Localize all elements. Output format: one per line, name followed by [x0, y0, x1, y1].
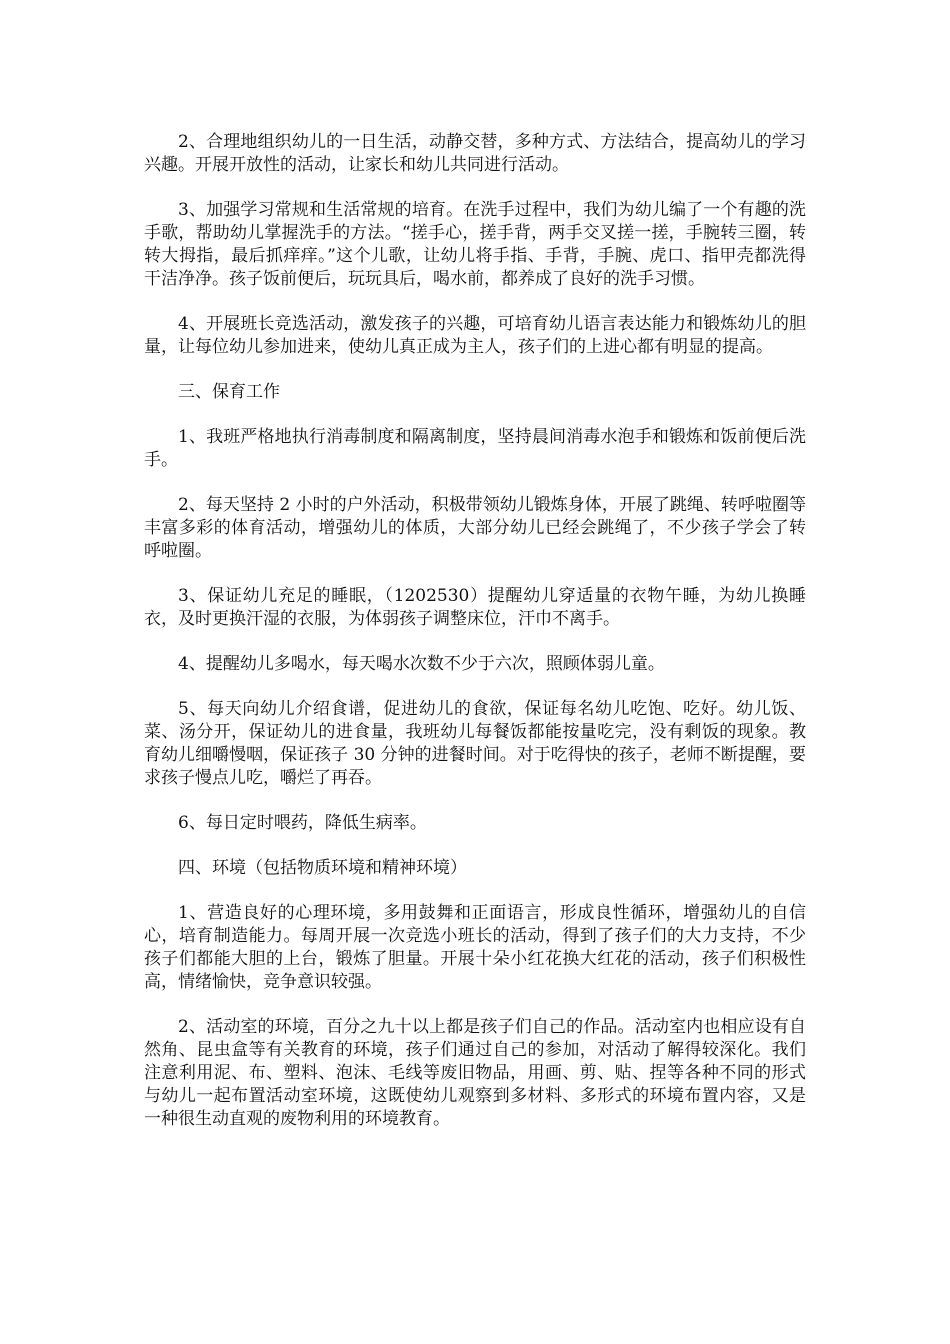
- paragraph-item-1-disinfection: 1、我班严格地执行消毒制度和隔离制度，坚持晨间消毒水泡手和锻炼和饭前便后洗手。: [144, 427, 806, 470]
- paragraph-item-1-psychological-environment: 1、营造良好的心理环境，多用鼓舞和正面语言，形成良性循环，增强幼儿的自信心，培育制造能力。每周开展一次竞选小班长的活动，得到了孩子们的大力支持，不少孩子们都能大胆的上台，锻炼了胆量。开展十朵小红花换大红花的活动，孩子们积极性高，情绪愉快，竞争意识较强。: [144, 903, 806, 992]
- paragraph-item-2-outdoor-activity: 2、每天坚持 2 小时的户外活动，积极带领幼儿锻炼身体，开展了跳绳、转呼啦圈等丰富多彩的体育活动，增强幼儿的体质，大部分幼儿已经会跳绳了，不少孩子学会了转呼啦圈。: [144, 495, 806, 561]
- section-heading-care-work: 三、保育工作: [178, 382, 280, 402]
- paragraph-item-3-sleep: 3、保证幼儿充足的睡眠，（1202530）提醒幼儿穿适量的衣物午睡，为幼儿换睡衣，及时更换汗湿的衣服，为体弱孩子调整床位，汗巾不离手。: [144, 586, 806, 629]
- paragraph-item-2-organize-daily-life: 2、合理地组织幼儿的一日生活，动静交替，多种方式、方法结合，提高幼儿的学习兴趣。开展开放性的活动，让家长和幼儿共同进行活动。: [144, 132, 806, 175]
- paragraph-item-4-drinking-water: 4、提醒幼儿多喝水，每天喝水次数不少于六次，照顾体弱儿童。: [178, 654, 665, 674]
- section-heading-environment: 四、环境（包括物质环境和精神环境）: [178, 858, 467, 878]
- document-page: [144, 131, 806, 1153]
- paragraph-item-5-meals: 5、每天向幼儿介绍食谱，促进幼儿的食欲，保证每名幼儿吃饱、吃好。幼儿饭、菜、汤分开，保证幼儿的进食量，我班幼儿每餐饭都能按量吃完，没有剩饭的现象。教育幼儿细嚼慢咽，保证孩子 30 分钟的进餐时间。对于吃得快的孩子，老师不断提醒，要求孩子慢点儿吃，嚼烂了再吞。: [144, 699, 806, 788]
- paragraph-item-6-medicine: 6、每日定时喂药，降低生病率。: [178, 813, 427, 833]
- paragraph-item-4-monitor-election: 4、开展班长竞选活动，激发孩子的兴趣，可培育幼儿语言表达能力和锻炼幼儿的胆量，让每位幼儿参加进来，使幼儿真正成为主人，孩子们的上进心都有明显的提高。: [144, 314, 806, 357]
- paragraph-item-2-classroom-environment: 2、活动室的环境，百分之九十以上都是孩子们自己的作品。活动室内也相应设有自然角、昆虫盒等有关教育的环境，孩子们通过自己的参加，对活动了解得较深化。我们注意利用泥、布、塑料、泡沫、毛线等废旧物品，用画、剪、贴、捏等各种不同的形式与幼儿一起布置活动室环境，这既使幼儿观察到多材料、多形式的环境布置内容，又是一种很生动直观的废物利用的环境教育。: [144, 1017, 806, 1129]
- paragraph-item-3-handwashing-routine: 3、加强学习常规和生活常规的培育。在洗手过程中，我们为幼儿编了一个有趣的洗手歌，帮助幼儿掌握洗手的方法。“搓手心，搓手背，两手交叉搓一搓，手腕转三圈，转转大拇指，最后抓痒痒。”这个儿歌，让幼儿将手指、手背，手腕、虎口、指甲壳都洗得干洁净净。孩子饭前便后，玩玩具后，喝水前，都养成了良好的洗手习惯。: [144, 200, 806, 289]
